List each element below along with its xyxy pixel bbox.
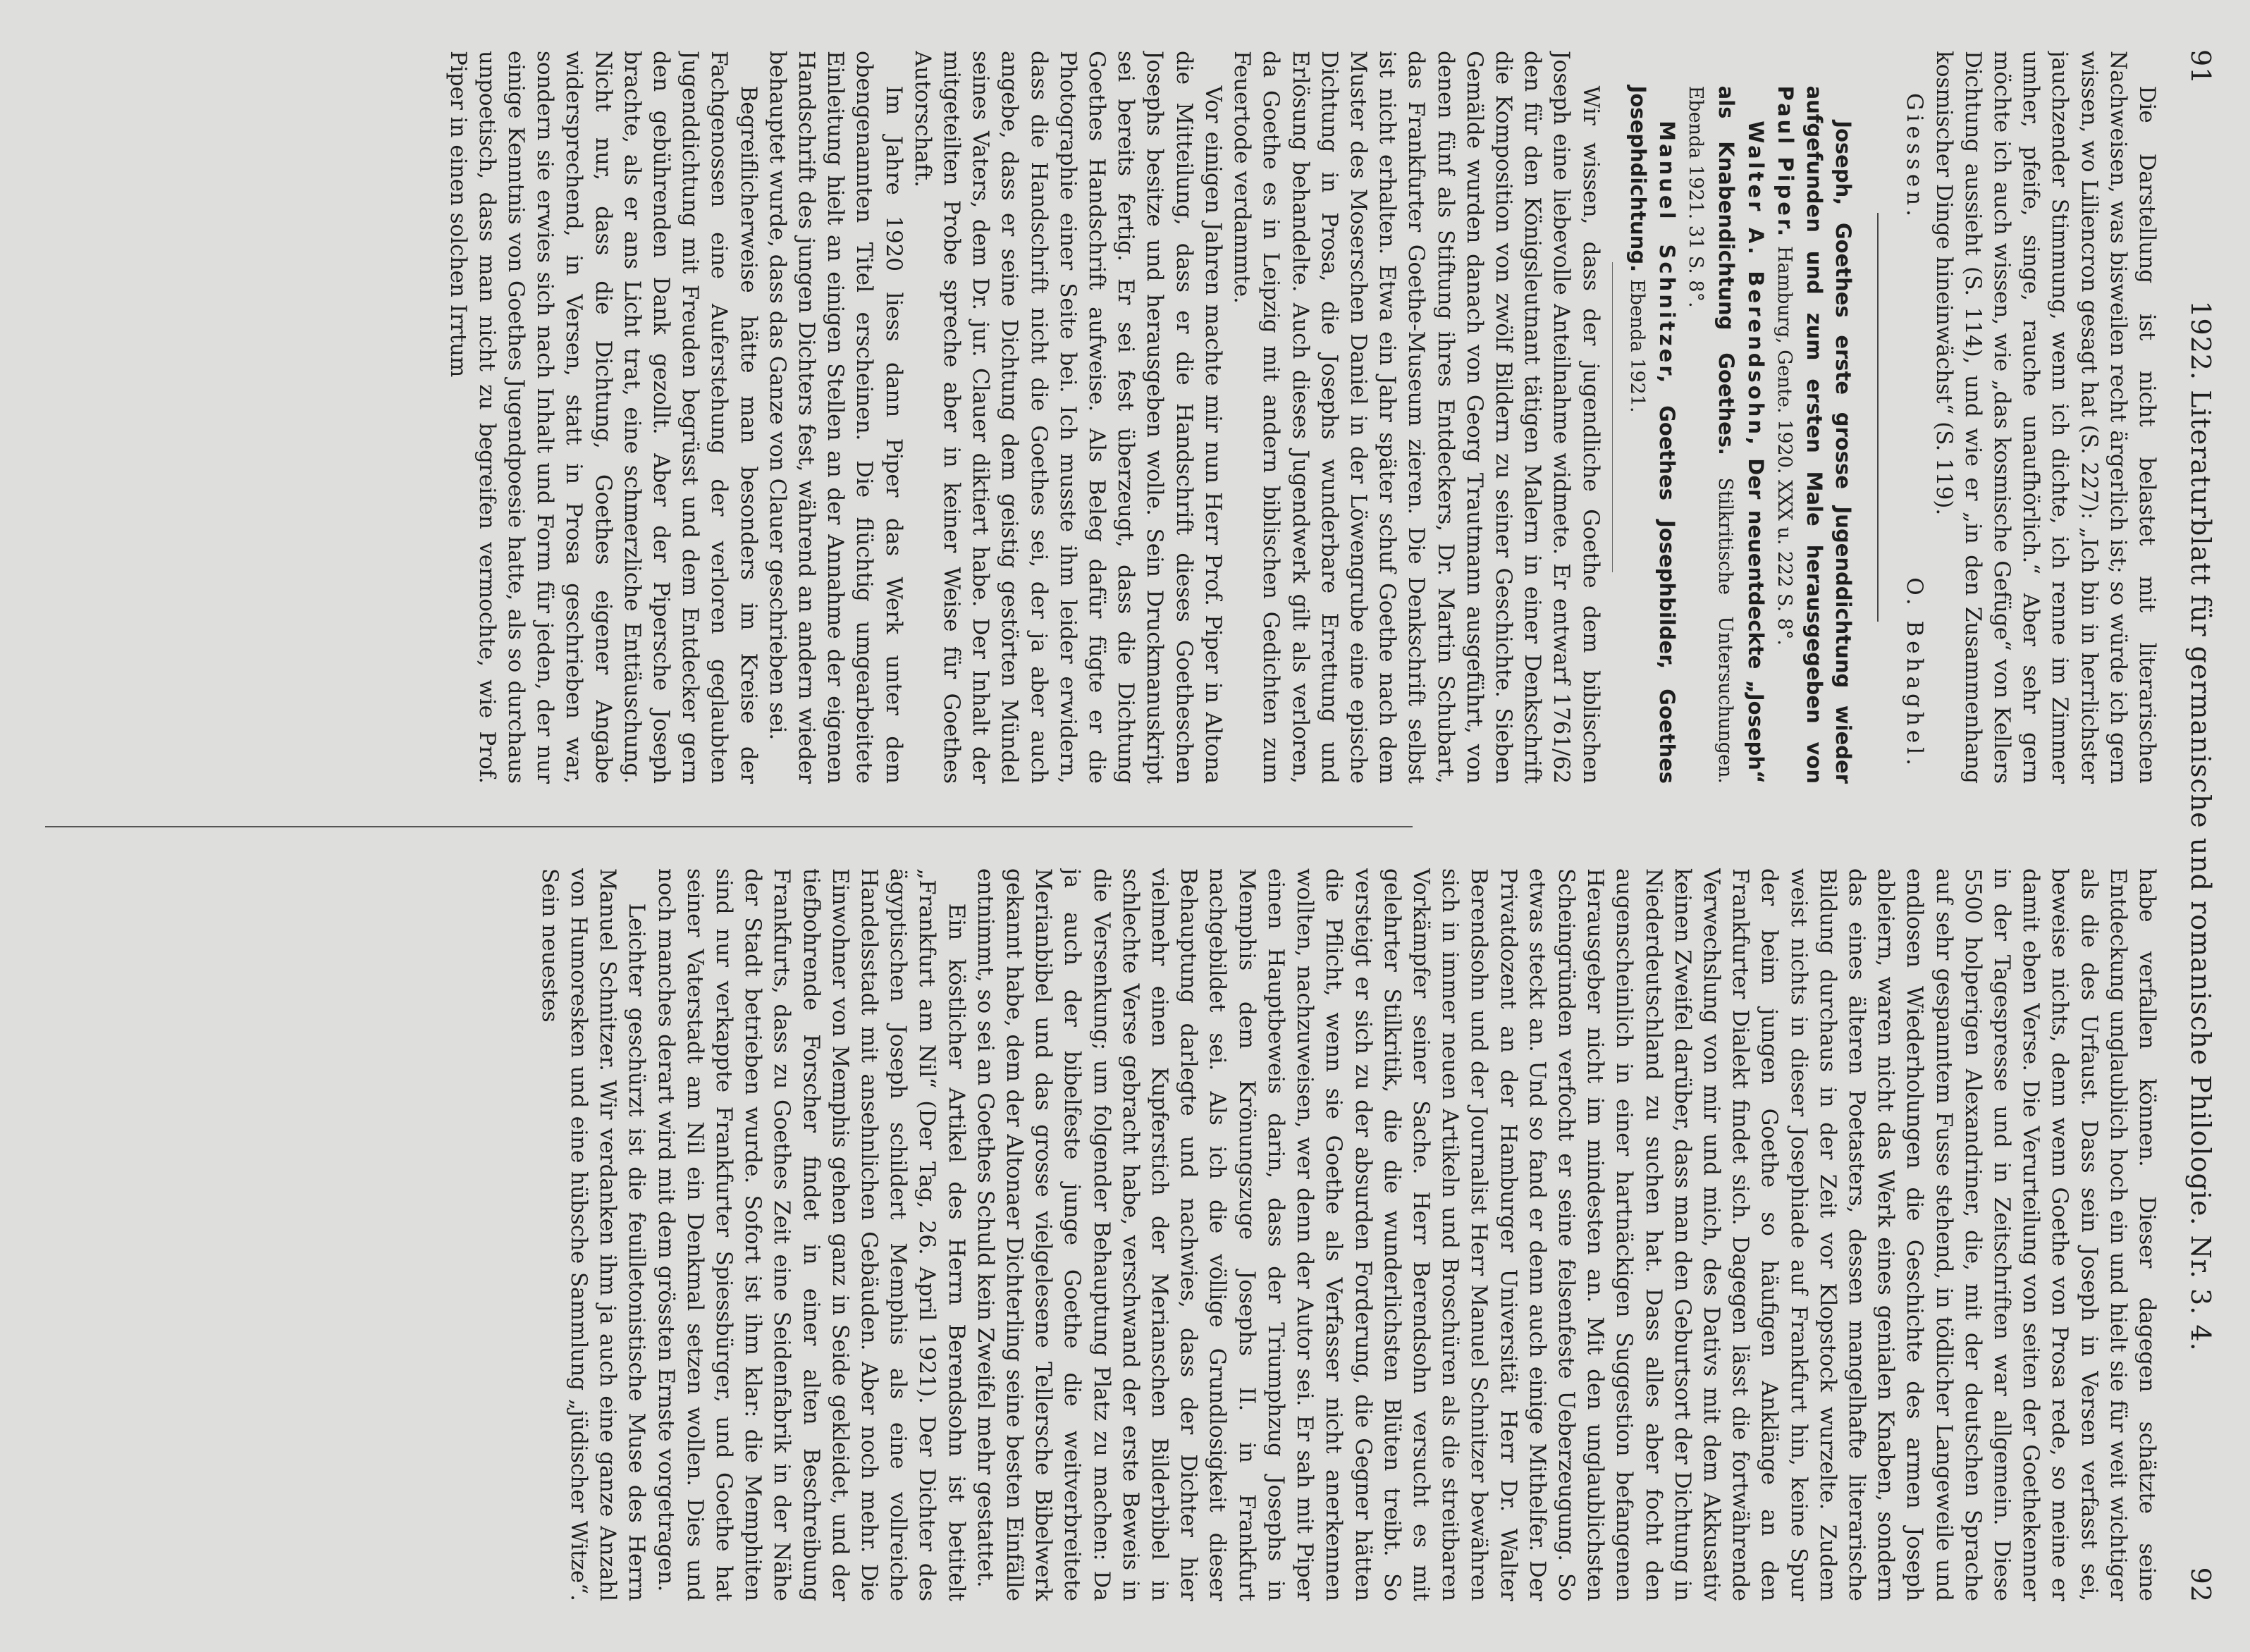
bib-title: Goethes Josephbilder, Goethes Josephdichtung. [1625,85,1679,784]
bibliography-divider [1612,262,1613,572]
review-signature [1900,93,1929,770]
page-number-right: 92 [2185,1567,2216,1603]
bib-meta: Ebenda 1921. [1625,278,1648,413]
body-paragraph: Begreiflicherweise hätte man besonders im Kreise der Fachgenossen eine Auferstehung der verloren geglaubten Jugenddichtung mit Freuden begrüsst und dem Entdecker gern den gebührenden Dank gezollt. Aber der Pipersche Joseph brachte, als er ans Licht trat, eine schmerzliche Enttäuschung. Nicht nur, dass die Dichtung, Goethes eigener Angabe widersprechend, in Versen, statt in Prosa geschrieben war, sondern sie erwies sich nach Inhalt und Form für jeden, der nur einige Kenntnis von Goethes Jugendpoesie hatte, als so durchaus unpoetisch, dass man nicht zu begreifen vermochte, wie Prof. Piper in einen solchen Irrtum [445,51,761,784]
bib-meta: Hamburg, Gente. 1920. XXX u. 222 S. 8°. [1773,246,1795,646]
body-paragraph: Ein köstlicher Artikel des Herrn Berendsohn ist betitelt „Frankfurt am Nil“ (Der Tag, 26. April 1921). Der Dichter des ägyptischen Joseph schildert Memphis als eine vollreiche Handelsstadt mit ansehnlichen Gebäuden. Aber noch mehr. Die Einwohner von Memphis gehen ganz in Seide gekleidet, und der tiefbohrende Forscher findet in einer alten Beschreibung Frankfurts, dass zu Goethes Zeit eine Seidenfabrik in der Nähe der Stadt betrieben wurde. Sofort ist ihm klar: die Memphiten sind nur verkappte Frankfurter Spiessbürger, und Goethe hat seiner Vaterstadt am Nil ein Denkmal setzen wollen. Dies und noch manches derart wird mit dem grössten Ernste vorgetragen. [653,868,969,1601]
bibliography-entry-berendsohn [1681,51,1770,784]
signature-name: O. Behaghel. [1902,577,1928,770]
body-paragraph: Im Jahre 1920 liess dann Piper das Werk unter dem obengenannten Titel erscheinen. Die flüchtig umgearbeitete Einleitung hielt an einigen Stellen an der Annahme der eigenen Handschrift des jungen Dichters fest, während an andern wieder behauptet wurde, dass das Ganze von Clauer geschrieben sei. [764,51,906,784]
body-paragraph: Vor einigen Jahren machte mir nun Herr Prof. Piper in Altona die Mitteilung, dass er die Handschrift dieses Goetheschen Josephs besitze und herausgeben wolle. Sein Druckmanuskript sei bereits fertig. Er sei fest überzeugt, dass die Dichtung Goethes Handschrift aufweise. Als Beleg dafür fügte er die Photographie einer Seite bei. Ich musste ihm leider erwidern, dass die Handschrift nicht die Goethes sei, der ja aber auch angebe, dass er seine Dichtung dem geistig gestörten Mündel seines Vaters, dem Dr. jur. Clauer diktiert habe. Der Inhalt der mitgeteilten Probe spreche aber in keiner Weise für Goethes Autorschaft. [909,51,1226,784]
bib-author: Manuel Schnitzer, [1654,121,1679,386]
section-divider [1877,213,1879,622]
left-column [54,51,2161,784]
bib-author: Paul Piper. [1773,85,1797,240]
body-paragraph: Leichter geschürzt ist die feuilletonistische Muse des Herrn Manuel Schnitzer. Wir verdanken ihm ja auch eine ganze Anzahl von Humoresken und eine hübsche Sammlung „jüdischer Witze“. Sein neuestes [536,868,650,1601]
running-header [2174,49,2216,1603]
body-paragraph: Wir wissen, dass der jugendliche Goethe dem biblischen Joseph eine liebevolle Anteilnahme widmete. Er entwarf 1761/62 den für den Königsleutnant tätigen Malern in einer Denkschrift die Komposition von zwölf Bildern zu seiner Geschichte. Sieben Gemälde wurden danach von Georg Trautmann ausgeführt, von denen fünf als Stiftung ihres Entdeckers, Dr. Martin Schubart, das Frankfurter Goethe-Museum zieren. Die Denkschrift selbst ist nicht erhalten. Etwa ein Jahr später schuf Goethe nach dem Muster des Moserschen Daniel in der Löwengrube eine epische Dichtung in Prosa, die Josephs wunderbare Errettung und Erlösung behandelte. Auch dieses Jugendwerk gilt als verloren, da Goethe es in Leipzig mit andern biblischen Gedichten zum Feuertode verdammte. [1229,51,1604,784]
review-ending-paragraph: Die Darstellung ist nicht belastet mit literarischen Nachweisen, was bisweilen recht ärgerlich ist; so würde ich gern wissen, wo Liliencron gesagt hat (S. 227): „Ich bin in herrlichster jauchzender Stimmung, wenn ich dichte, ich renne im Zimmer umher, pfeife, singe, rauche unaufhörlich.“ Aber sehr gern möchte ich auch wissen, wie „das kosmische Gefüge“ von Kellers Dichtung aussieht (S. 114), und wie er „in den Zusammenhang kosmischer Dinge hineinwächst“ (S. 119). [1931,51,2160,784]
bib-meta: Stilkritische Untersuchungen. Ebenda 1921. 31 S. 8°. [1685,85,1737,784]
right-column [54,868,2161,1601]
page-number-left: 91 [2185,49,2216,85]
bib-title: Joseph, Goethes erste grosse Jugenddichtung wieder aufgefunden und zum ersten Male herausgegeben von [1802,85,1856,784]
journal-title: 1922. Literaturblatt für germanische und romanische Philologie. Nr. 3. 4. [2185,300,2216,1352]
signature-place: Giessen. [1902,93,1928,221]
bib-title: Der neuentdeckte „Joseph“ als Knabendichtung Goethes. [1714,85,1768,784]
column-rule [45,826,1413,827]
bibliography-entry-schnitzer [1623,51,1681,784]
body-paragraph: habe verfallen können. Dieser dagegen schätzte seine Entdeckung unglaublich hoch ein und hielt sie für weit wichtiger als die des Urfaust. Dass sein Joseph in Versen verfasst sei, beweise nichts, denn wenn Goethe von Prosa rede, so meine er damit eben Verse. Die Verurteilung von seiten der Goethekenner in der Tagespresse und in Zeitschriften war allgemein. Diese 5500 holperigen Alexandriner, die, mit der deutschen Sprache auf sehr gespanntem Fusse stehend, in tödlicher Langeweile und endlosen Wiederholungen die Geschichte des armen Joseph ableiern, waren nicht das Werk eines genialen Knaben, sondern das eines älteren Poetasters, dessen mangelhafte literarische Bildung durchaus in der Zeit vor Klopstock wurzelte. Zudem weist nichts in dieser Josephiade auf Frankfurt hin, keine Spur der beim jungen Goethe so häufigen Anklänge an den Frankfurter Dialekt findet sich. Dagegen lässt die fortwährende Verwechslung von mir und mich, des Dativs mit dem Akkusativ keinen Zweifel darüber, dass man den Geburtsort der Dichtung in Niederdeutschland zu suchen hat. Dass alles aber focht den augenscheinlich in einer hartnäckigen Suggestion befangenen Herausgeber nicht im mindesten an. Mit den unglaublichsten Scheingründen verfocht er seine felsenfeste Ueberzeugung. So etwas steckt an. Und so fand er denn auch einige Mithelfer. Der Privatdozent an der Hamburger Universität Herr Dr. Walter Berendsohn und der Journalist Herr Manuel Schnitzer bewähren sich in immer neuen Artikeln und Broschüren als die streitbaren Vorkämpfer seiner Sache. Herr Berendsohn versucht es mit gelehrter Stilkritik, die die wunderlichsten Blüten treibt. So versteigt er sich zu der absurden Forderung, die Gegner hätten die Pflicht, wenn sie Goethe als Verfasser nicht anerkennen wollten, nachzuweisen, wer denn der Autor sei. Er sah mit Piper einen Hauptbeweis darin, dass der Triumphzug Josephs in Memphis dem Krönungszuge Josephs II. in Frankfurt nachgebildet sei. Als ich die völlige Grundlosigkeit dieser Behauptung darlegte und nachwies, dass der Dichter hier vielmehr einen Kupferstich der Merianschen Bilderbibel in schlechte Verse gebracht habe, verschwand der erste Beweis in die Versenkung; um folgender Behauptung Platz zu machen: Da ja auch der bibelfeste junge Goethe die weitverbreitete Merianbibel und das grosse vielgelesene Tellersche Bibelwerk gekannt habe, dem der Altonaer Dichterling seine besten Einfälle entnimmt, so sei an Goethes Schuld kein Zweifel mehr gestattet. [972,868,2160,1601]
bib-author: Walter A. Berendsohn, [1743,121,1768,448]
bibliography-entry-piper [1770,51,1858,784]
